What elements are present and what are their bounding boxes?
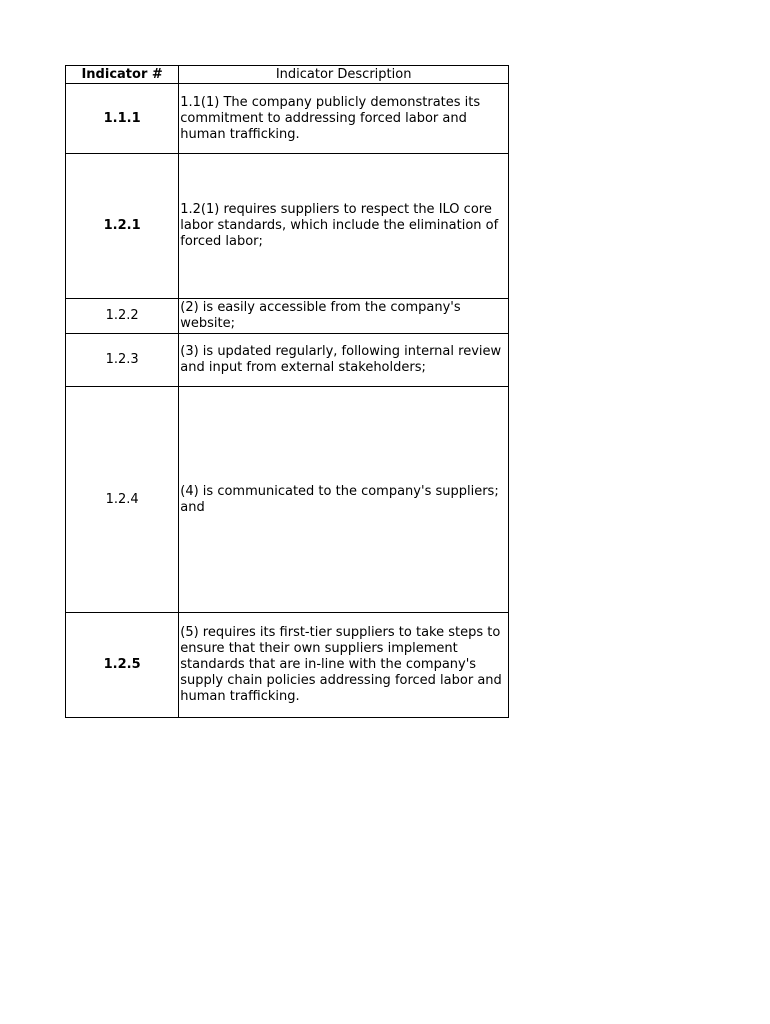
table-row xyxy=(66,154,509,299)
indicator-number: 1.2.5 xyxy=(66,613,179,718)
indicator-number: 1.1.1 xyxy=(66,84,179,154)
indicator-description: (2) is easily accessible from the company's website; xyxy=(179,299,509,334)
indicator-number: 1.2.3 xyxy=(66,334,179,387)
header-indicator-description: Indicator Description xyxy=(179,66,509,84)
indicator-description: (5) requires its first-tier suppliers to take steps to ensure that their own suppliers implement standards that are in-line with the company's supply chain policies addressing forced labor and human trafficking. xyxy=(179,613,509,718)
indicator-number: 1.2.2 xyxy=(66,299,179,334)
table-row xyxy=(66,84,509,154)
table-header-row xyxy=(66,66,509,84)
indicator-description: 1.2(1) requires suppliers to respect the ILO core labor standards, which include the elimination of forced labor; xyxy=(179,154,509,299)
table-row xyxy=(66,334,509,387)
table-row xyxy=(66,613,509,718)
table-row xyxy=(66,299,509,334)
indicator-description: (4) is communicated to the company's suppliers; and xyxy=(179,387,509,613)
indicator-description: 1.1(1) The company publicly demonstrates its commitment to addressing forced labor and human trafficking. xyxy=(179,84,509,154)
table-row xyxy=(66,387,509,613)
indicator-number: 1.2.1 xyxy=(66,154,179,299)
indicator-number: 1.2.4 xyxy=(66,387,179,613)
indicator-table xyxy=(65,65,509,718)
header-indicator-number: Indicator # xyxy=(66,66,179,84)
indicator-description: (3) is updated regularly, following internal review and input from external stakeholders; xyxy=(179,334,509,387)
